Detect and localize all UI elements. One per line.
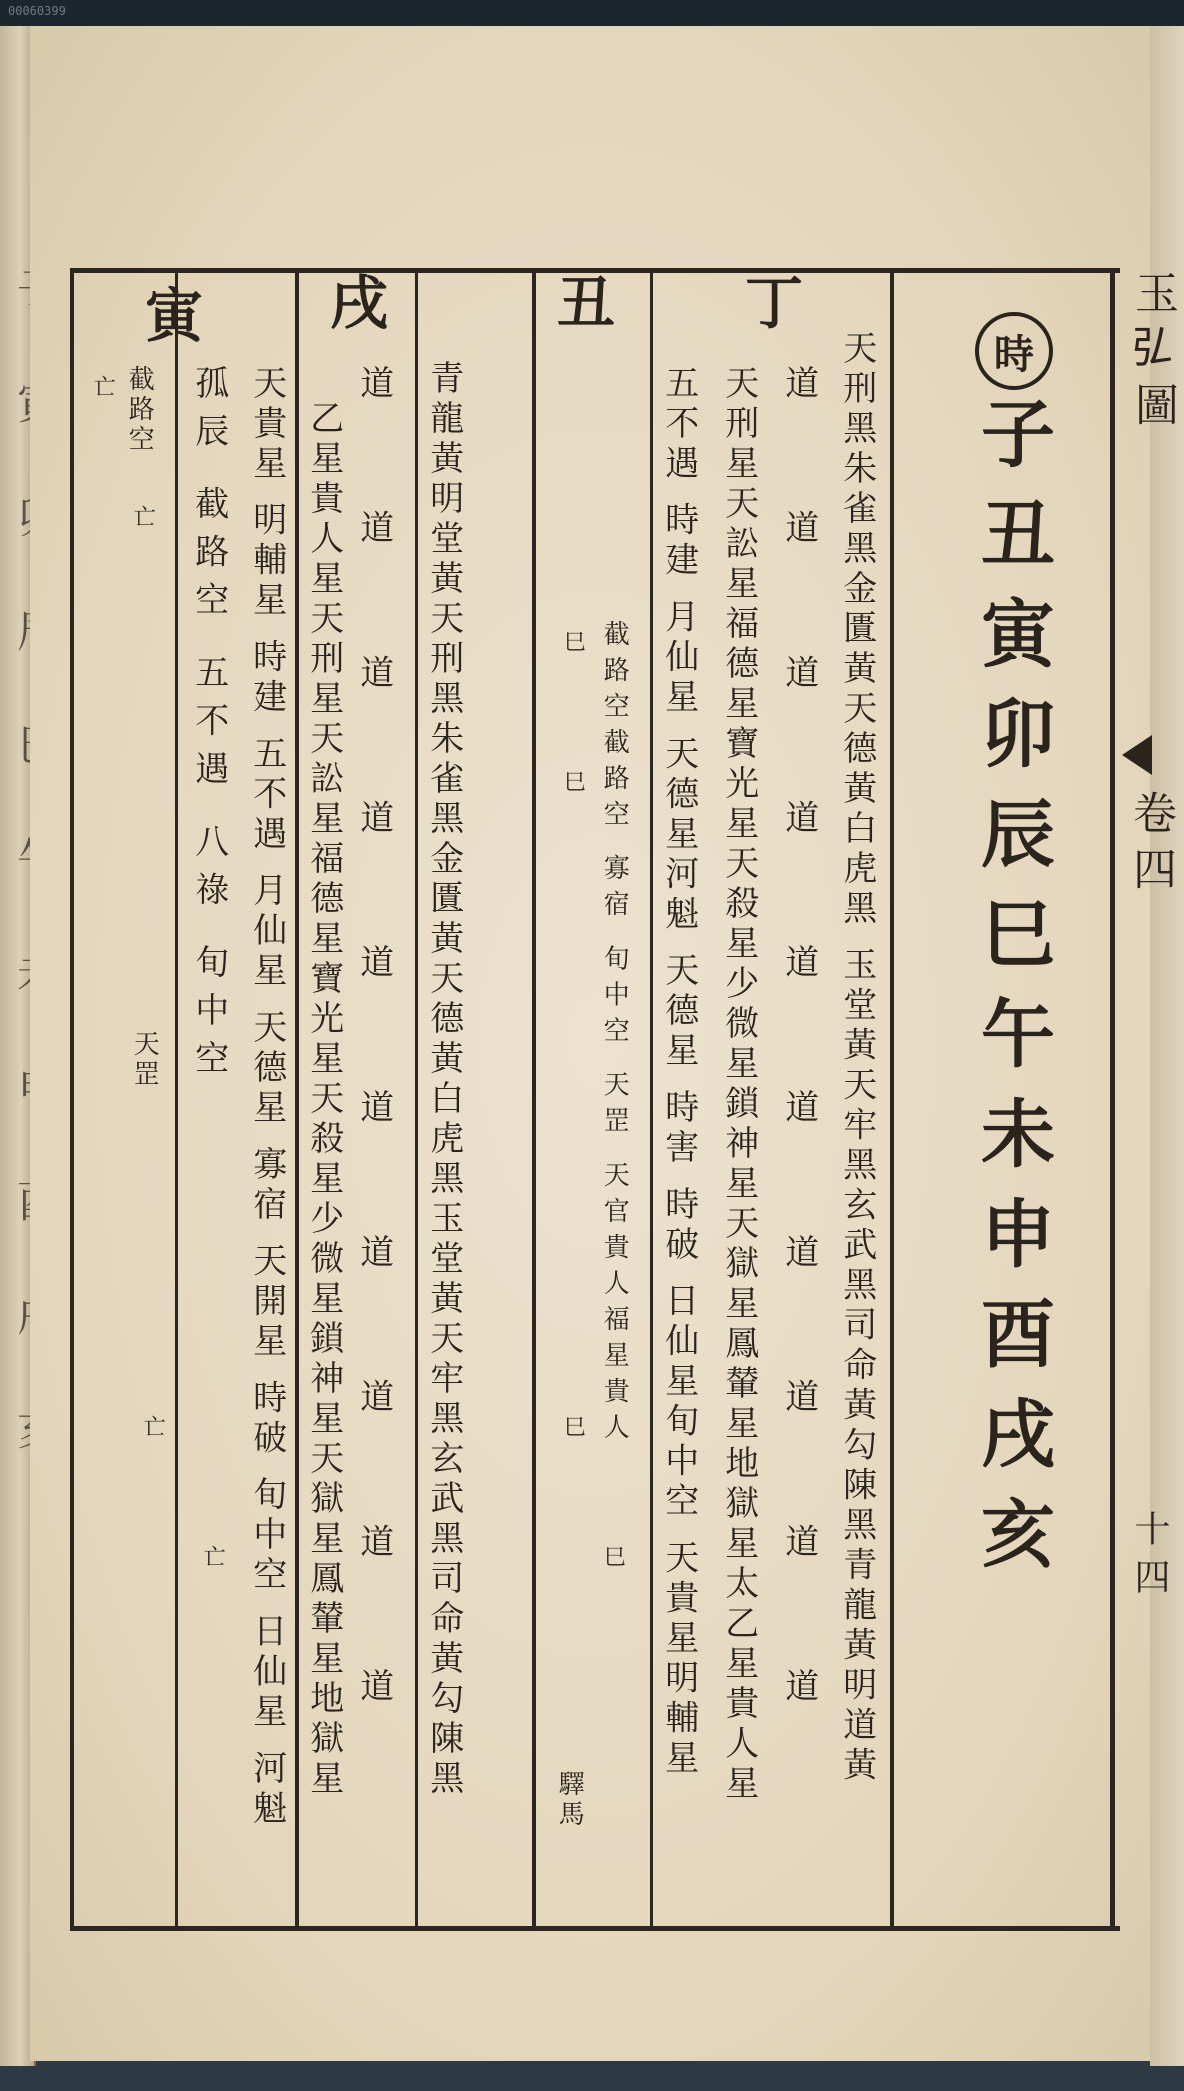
- stem-heading: 戌: [320, 272, 388, 330]
- time-badge: 時: [975, 312, 1053, 390]
- text-column: 道 道 道 道 道 道 道 道 道 道: [353, 365, 394, 1753]
- small-mark: 巳: [560, 770, 586, 792]
- small-mark: 亡: [90, 375, 116, 397]
- text-column: 五不遇 時建 月仙星 天德星河魁 天德星 時害 時破 日仙星旬中空 天貴星明輔星: [658, 365, 699, 1780]
- fishtail-mark: [1122, 735, 1152, 775]
- stem-heading: 寅: [135, 285, 203, 343]
- column-divider: [415, 268, 418, 1931]
- small-mark: 巳: [560, 1415, 586, 1437]
- small-mark: 亡: [200, 1545, 226, 1567]
- frame-bottom: [70, 1926, 1120, 1931]
- margin-volume: 卷四: [1125, 790, 1176, 902]
- frame-left: [70, 268, 74, 1931]
- text-column: 孤辰 截路空 五不遇 八祿 旬中空: [188, 365, 229, 1089]
- text-column: 道 道 道 道 道 道 道 道 道 道: [778, 365, 819, 1753]
- column-divider: [532, 268, 536, 1931]
- small-mark: 巳: [600, 1545, 626, 1567]
- small-mark: 巳: [560, 630, 586, 652]
- text-column: 乙星貴人星天刑星天訟星福德星寶光星天殺星少微星鎖神星天獄星鳳輦星地獄星: [303, 400, 344, 1800]
- column-divider: [295, 268, 299, 1931]
- small-mark: 亡: [140, 1415, 166, 1437]
- text-column: 驛馬: [554, 1770, 585, 1830]
- scan-id-label: 00060399: [8, 4, 66, 18]
- text-column: 天罡: [129, 1030, 160, 1090]
- small-mark: 亡: [130, 505, 156, 527]
- stem-heading: 丑: [547, 272, 615, 330]
- column-divider: [175, 268, 178, 1931]
- stem-heading: 丁: [735, 272, 803, 330]
- text-column: 青龍黃明堂黃天刑黑朱雀黑金匱黃天德黃白虎黑玉堂黃天牢黑玄武黑司命黃勾陳黑: [423, 360, 464, 1800]
- column-divider: [650, 268, 653, 1931]
- branches-header: 子丑寅卯辰巳午未申酉戌亥: [969, 395, 1055, 1595]
- column-divider: [890, 268, 894, 1931]
- text-column: 天刑星天訟星福德星寶光星天殺星少微星鎖神星天獄星鳳輦星地獄星太乙星貴人星: [718, 365, 759, 1805]
- margin-title: 玉𢎞圖: [1127, 270, 1178, 438]
- margin-page-number: 十四: [1129, 1510, 1170, 1606]
- text-column: 天貴星 明輔星 時建 五不遇 月仙星 天德星 寡宿 天開星 時破 旬中空 日仙星 河魁: [246, 365, 287, 1830]
- text-column: 截路空截路空 寡宿 旬中空 天罡 天官貴人福星貴人: [599, 620, 630, 1450]
- text-column: 截路空: [124, 365, 155, 455]
- text-column: 天刑黑朱雀黑金匱黃天德黃白虎黑 玉堂黃天牢黑玄武黑司命黃勾陳黑青龍黃明道黃: [836, 330, 877, 1787]
- frame-right: [1110, 268, 1115, 1931]
